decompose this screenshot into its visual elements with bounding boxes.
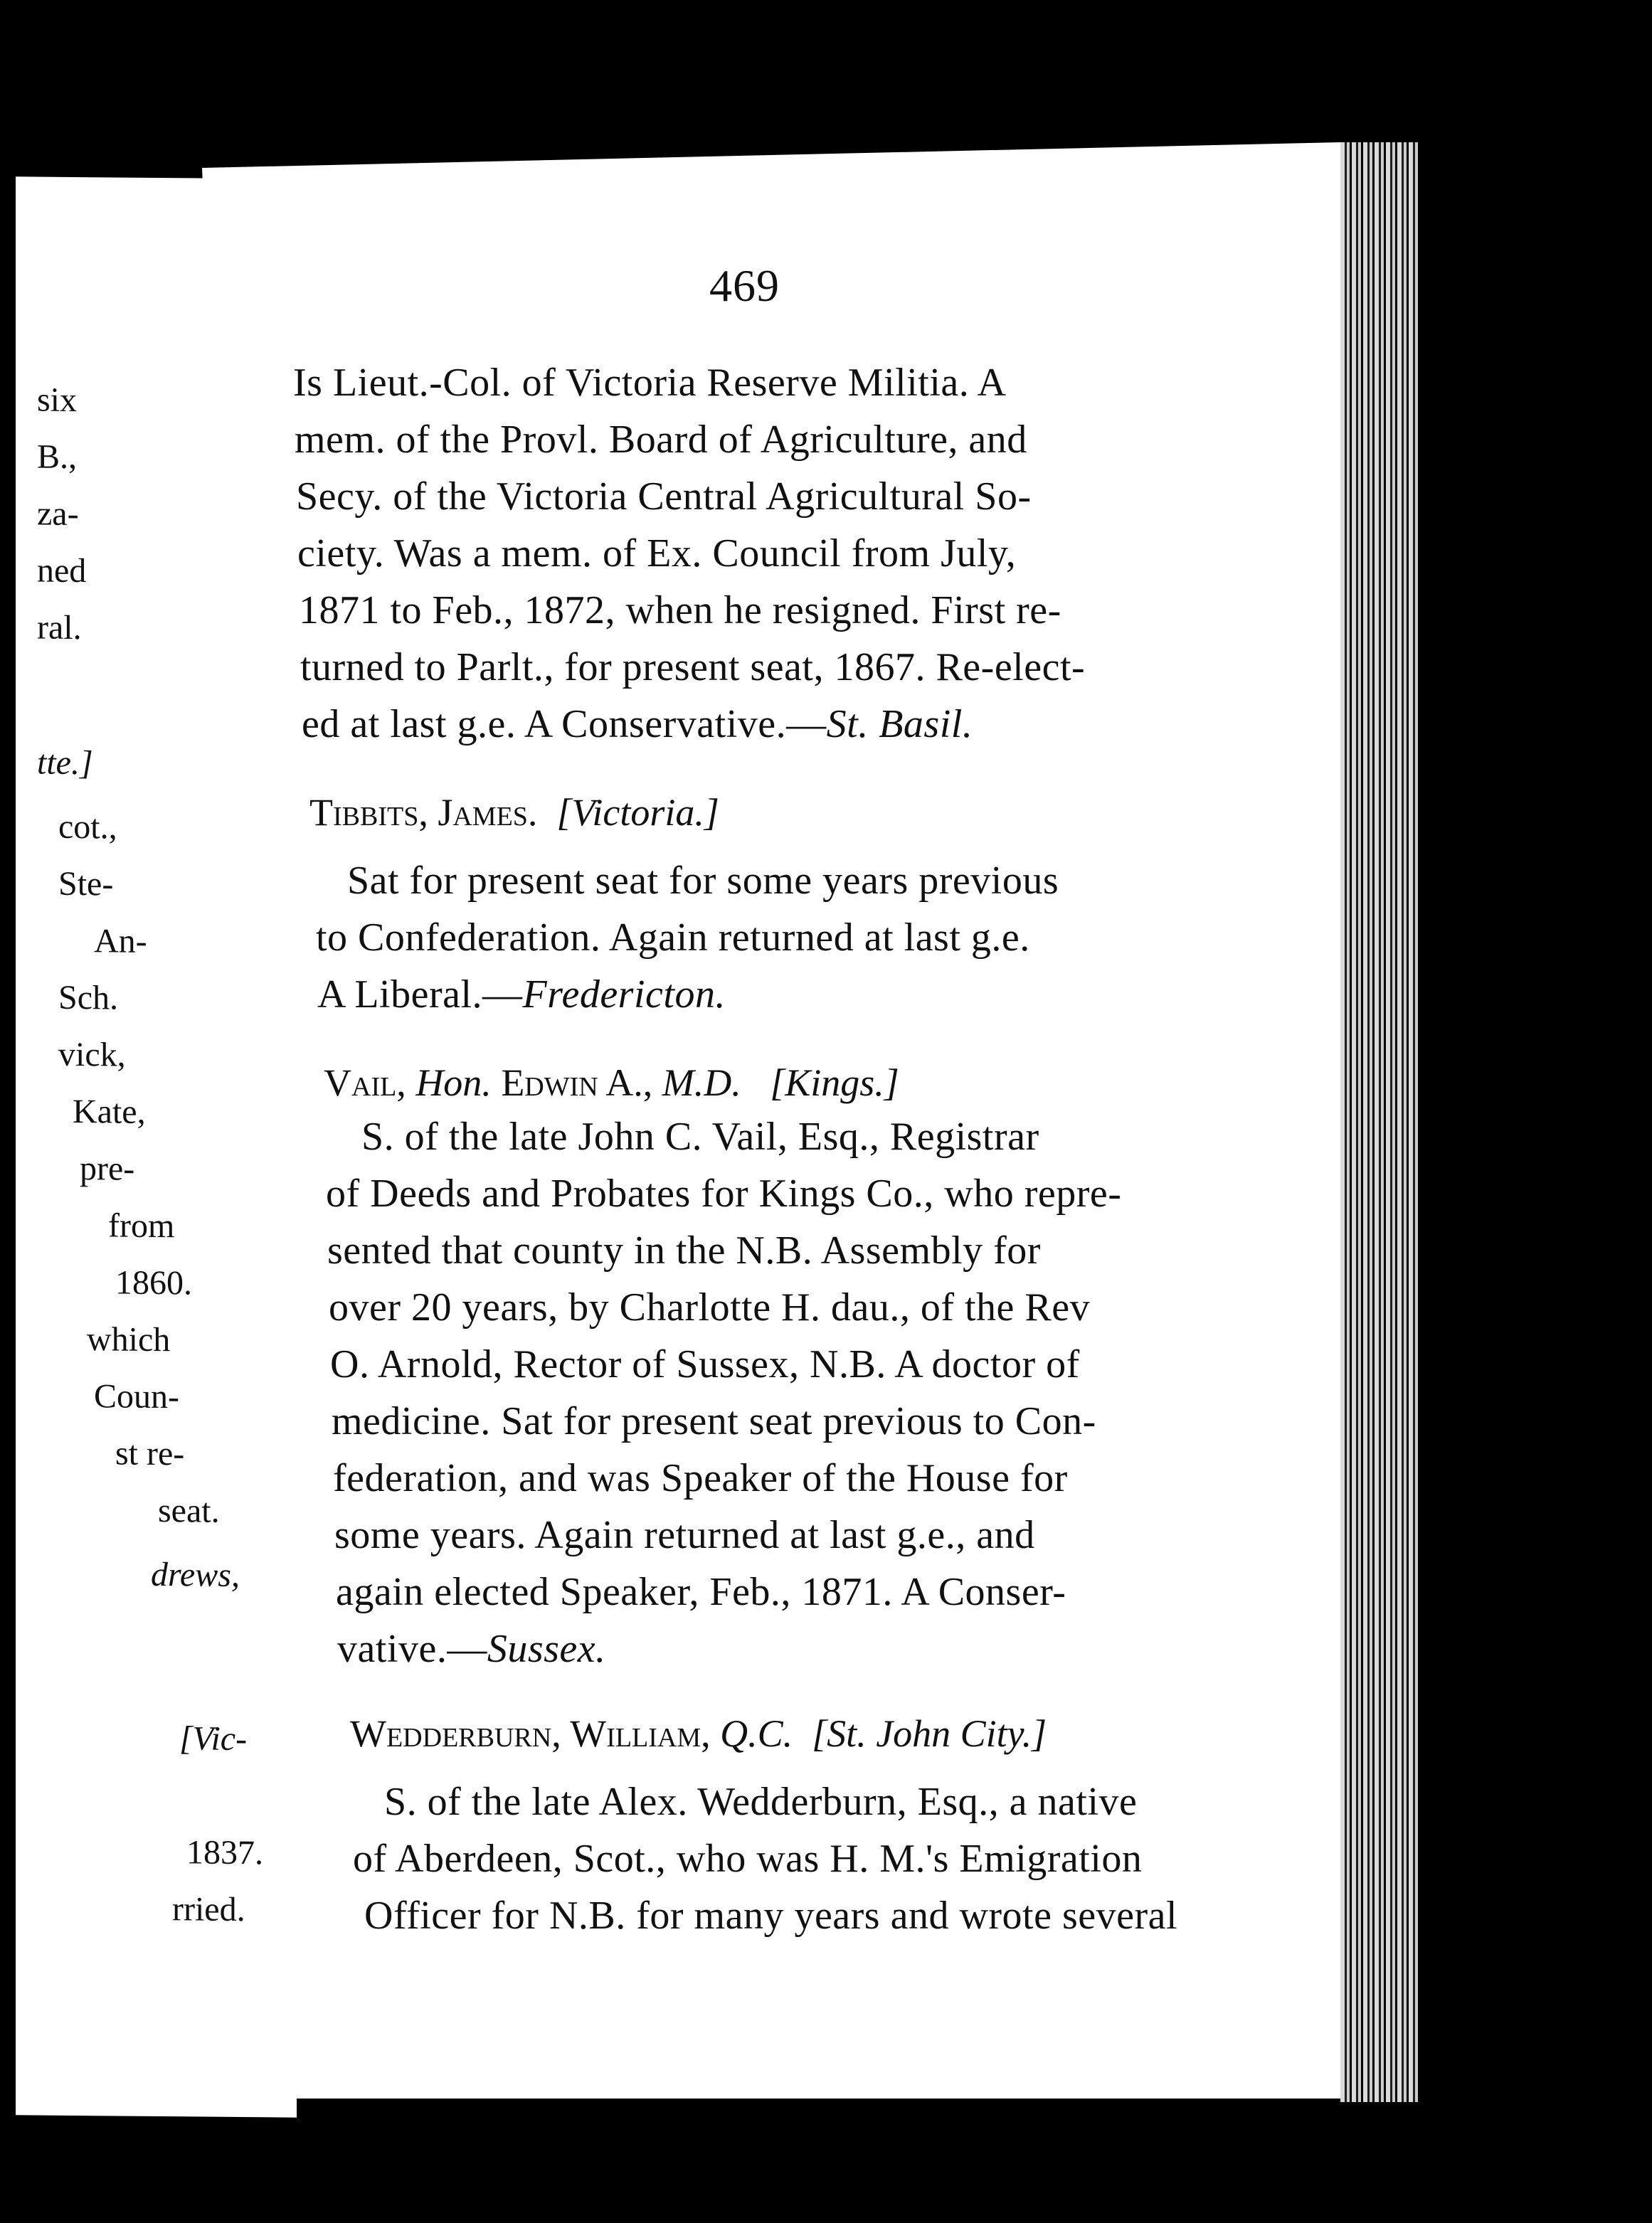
- strip-line: za-: [37, 494, 79, 534]
- member-name: Wedderburn, William,: [350, 1712, 711, 1755]
- text-line: turned to Parlt., for present seat, 1867. Re-elect-: [300, 645, 1086, 689]
- strip-line: An-: [94, 922, 147, 960]
- strip-line: seat.: [158, 1492, 220, 1530]
- strip-line: Ste-: [58, 864, 114, 903]
- text-line: [317, 972, 726, 1017]
- honorific: Hon.: [415, 1061, 492, 1104]
- text-line: over 20 years, by Charlotte H. dau., of the Rev: [329, 1285, 1091, 1330]
- text-run: vative.—: [337, 1627, 487, 1671]
- strip-line: tte.]: [37, 743, 93, 782]
- text-line: Sat for present seat for some years previous: [347, 859, 1059, 903]
- member-name: Tibbits, James.: [309, 791, 538, 834]
- text-line: sented that county in the N.B. Assembly for: [327, 1229, 1041, 1273]
- text-run: A Liberal.—: [317, 972, 523, 1017]
- degree: M.D.: [662, 1061, 741, 1104]
- text-line: O. Arnold, Rector of Sussex, N.B. A doctor of: [330, 1342, 1080, 1386]
- constituency: [Kings.]: [770, 1061, 899, 1104]
- text-line: S. of the late John C. Vail, Esq., Registrar: [361, 1115, 1039, 1159]
- residence: St. Basil.: [826, 702, 973, 746]
- strip-line: rried.: [172, 1890, 245, 1929]
- member-name: Edwin A.,: [501, 1061, 653, 1104]
- text-line: 1871 to Feb., 1872, when he resigned. First re-: [299, 588, 1061, 632]
- strip-line: st re-: [115, 1434, 185, 1473]
- text-line: medicine. Sat for present seat previous to Con-: [332, 1399, 1096, 1443]
- text-line: Secy. of the Victoria Central Agricultural So-: [296, 474, 1032, 519]
- text-line: federation, and was Speaker of the House for: [333, 1456, 1068, 1500]
- strip-line: six: [37, 381, 78, 420]
- strip-line: Sch.: [58, 978, 118, 1017]
- strip-line: which: [87, 1320, 171, 1359]
- strip-line: vick,: [58, 1035, 126, 1074]
- text-line: of Deeds and Probates for Kings Co., who repre-: [326, 1172, 1122, 1216]
- entry-heading: [324, 1063, 899, 1102]
- text-line: of Aberdeen, Scot., who was H. M.'s Emigration: [353, 1837, 1143, 1881]
- text-line: S. of the late Alex. Wedderburn, Esq., a native: [384, 1780, 1138, 1824]
- text-line: Is Lieut.-Col. of Victoria Reserve Militia. A: [293, 361, 1007, 405]
- strip-line: 1837.: [186, 1833, 263, 1872]
- page-edge-stack: [1340, 142, 1419, 2102]
- strip-line: 1860.: [115, 1263, 192, 1303]
- entry-heading: [309, 793, 719, 832]
- constituency: [Victoria.]: [556, 791, 719, 834]
- strip-line: [Vic-: [179, 1719, 248, 1758]
- strip-line: cot.,: [58, 807, 117, 847]
- strip-line: Coun-: [94, 1377, 179, 1416]
- page-number: 469: [709, 260, 780, 311]
- text-line: some years. Again returned at last g.e., and: [334, 1513, 1035, 1557]
- constituency: [St. John City.]: [812, 1712, 1047, 1755]
- text-line: [337, 1629, 606, 1669]
- text-line: to Confederation. Again returned at last g.e.: [316, 916, 1030, 960]
- text-line: ciety. Was a mem. of Ex. Council from July,: [297, 531, 1017, 575]
- strip-line: from: [108, 1206, 175, 1246]
- text-line: again elected Speaker, Feb., 1871. A Conser-: [336, 1570, 1066, 1614]
- residence: Sussex.: [487, 1627, 606, 1671]
- residence: Fredericton.: [522, 972, 726, 1017]
- text-line: mem. of the Provl. Board of Agriculture, and: [295, 418, 1027, 462]
- member-name: Vail,: [324, 1061, 406, 1104]
- text-line: Officer for N.B. for many years and wrote several: [364, 1894, 1178, 1938]
- honorific: Q.C.: [720, 1712, 793, 1755]
- strip-line: B.,: [37, 437, 78, 477]
- text-line: [302, 704, 973, 744]
- strip-line: Kate,: [73, 1092, 146, 1131]
- text-run: ed at last g.e. A Conservative.—: [302, 702, 827, 746]
- strip-line: ral.: [37, 608, 82, 647]
- strip-line: ned: [37, 551, 87, 590]
- strip-line: drews,: [151, 1555, 240, 1595]
- strip-line: pre-: [80, 1150, 135, 1188]
- entry-heading: [350, 1714, 1047, 1753]
